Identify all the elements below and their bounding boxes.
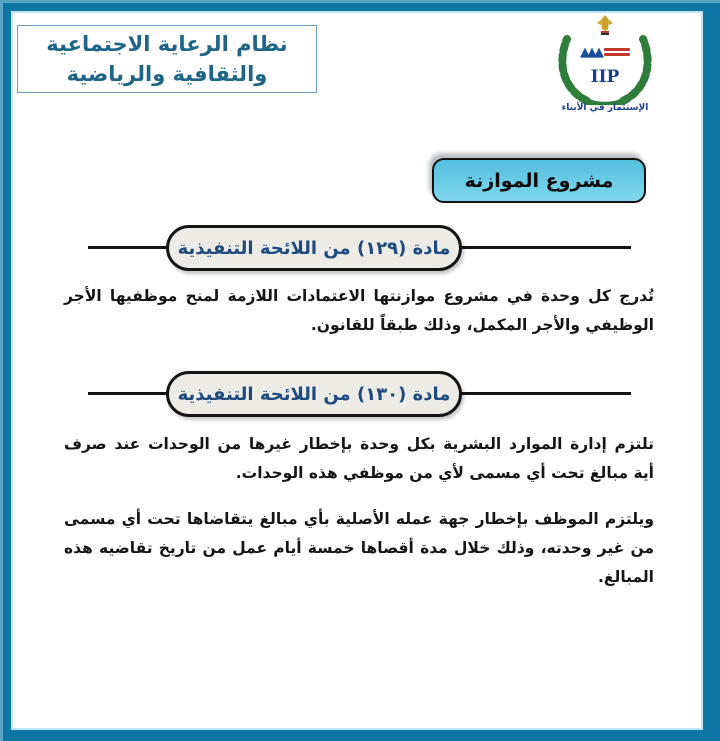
logo-pyramids-row xyxy=(567,43,643,61)
system-title-line1: نظام الرعاية الاجتماعية xyxy=(46,32,288,56)
article-130-paragraph-1: تلتزم إدارة الموارد البشرية بكل وحدة بإخطار غيرها من الوحدات عند صرف أية مبالغ تحت أي مسمى لأي من موظفي هذه الوحدات. xyxy=(64,435,654,482)
system-title-box xyxy=(17,25,317,93)
article-129-heading-text: مادة (١٢٩) من اللائحة التنفيذية xyxy=(177,237,451,259)
slide-content-area xyxy=(13,13,701,728)
budget-project-banner xyxy=(432,158,646,203)
heading-rule-left xyxy=(88,392,168,395)
logo-tagline: الإستثمار في الأبناء xyxy=(561,103,649,113)
heading-rule-right xyxy=(461,392,631,395)
article-130-paragraph-2: ويلتزم الموظف بإخطار جهة عمله الأصلية بأي مبالغ يتقاضاها تحت أي مسمى من غير وحدته، وذلك خلال مدة أقصاها خمسة أيام عمل من تاريخ تقاضيه هذه المبالغ. xyxy=(64,510,654,586)
article-130-heading-row xyxy=(13,371,701,417)
article-130-heading-text: مادة (١٣٠) من اللائحة التنفيذية xyxy=(177,383,451,405)
heading-rule-left xyxy=(88,246,168,249)
logo-small-red-text-marks xyxy=(604,48,630,56)
organization-logo xyxy=(545,15,665,119)
article-130-heading-capsule xyxy=(166,371,462,417)
article-129-heading-capsule xyxy=(166,225,462,271)
laurel-wreath-icon xyxy=(553,27,657,105)
pyramids-icon: ▲▲▲ xyxy=(580,44,601,60)
system-title-line2: والثقافية والرياضية xyxy=(66,62,268,86)
article-129-paragraph: تُدرج كل وحدة في مشروع موازنتها الاعتمادات اللازمة لمنح موظفيها الأجر الوظيفي والأجر المكمل، وذلك طبقاً للقانون. xyxy=(64,287,654,334)
article-129-heading-row xyxy=(13,225,701,271)
logo-acronym: IIP xyxy=(590,67,620,87)
budget-project-banner-label: مشروع الموازنة xyxy=(464,169,614,192)
heading-rule-right xyxy=(461,246,631,249)
